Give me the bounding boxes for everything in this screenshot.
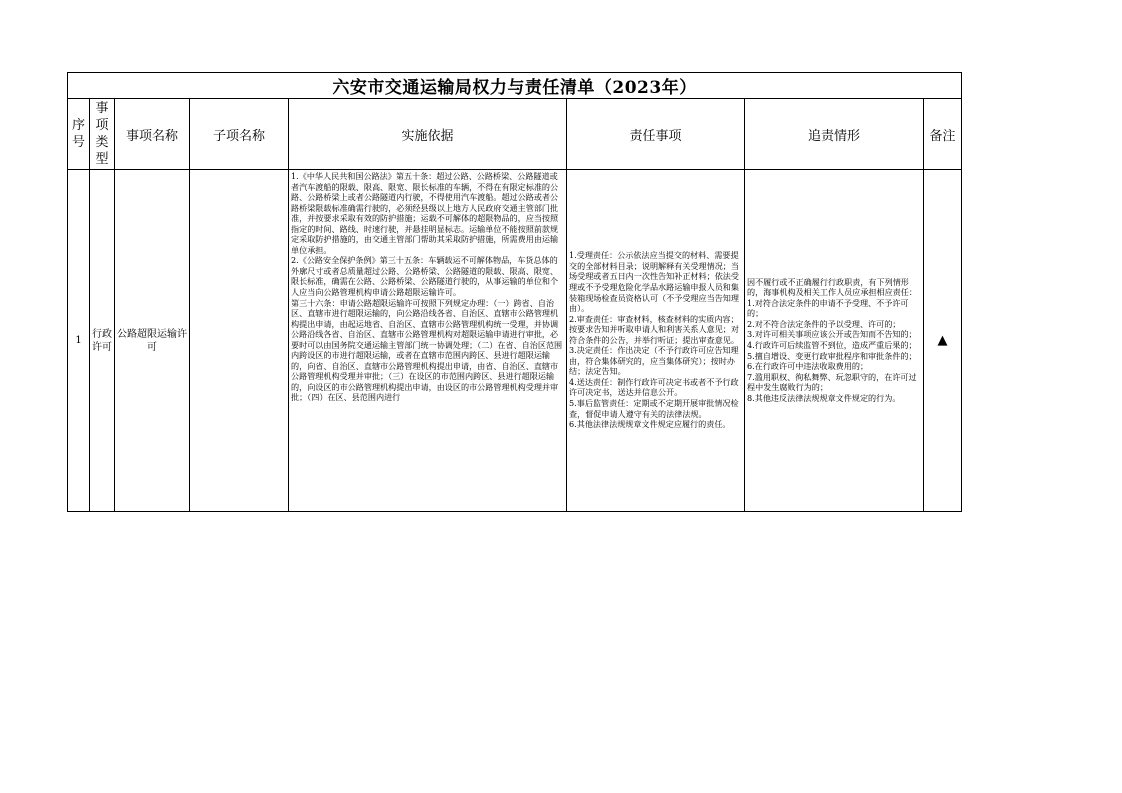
resp-item: 1.受理责任：公示依法应当提交的材料、需要提交的全部材料目录；说明解释有关受理情况；当场受理或者五日内一次性告知补正材料；依法受理或不予受理危险化学品水路运输申报人员和集装箱现场检查员资格认可（不予受理应当告知理由）。 xyxy=(569,250,739,314)
table-row xyxy=(68,170,962,512)
header-sub: 子项名称 xyxy=(190,99,289,170)
cell-accountability xyxy=(745,170,924,512)
header-row xyxy=(68,99,962,170)
resp-item: 6.其他法律法规规章文件规定应履行的责任。 xyxy=(569,419,731,430)
power-responsibility-list xyxy=(67,72,961,512)
cell-basis xyxy=(289,170,567,512)
accountability-item: 6.在行政许可中违法收取费用的； xyxy=(747,361,869,372)
cell-seq: 1 xyxy=(68,170,90,512)
resp-item: 3.决定责任：作出决定（不予行政许可应告知理由，符合集体研究的，应当集体研究）；按时办结；法定告知。 xyxy=(569,345,739,377)
accountability-item: 2.对不符合法定条件的予以受理、许可的； xyxy=(747,318,901,329)
cell-type: 行政许可 xyxy=(90,170,115,512)
cell-sub xyxy=(190,170,289,512)
cell-name: 公路超限运输许可 xyxy=(115,170,190,512)
resp-item: 2.审查责任：审查材料，核查材料的实质内容；按要求告知并听取申请人和利害关系人意见；对符合条件的公告，并举行听证；提出审查意见。 xyxy=(569,313,739,345)
header-remark: 备注 xyxy=(924,99,962,170)
basis-paragraph: 1.《中华人民共和国公路法》第五十条：超过公路、公路桥梁、公路隧道或者汽车渡船的限载、限高、限宽、限长标准的车辆，不得在有限定标准的公路、公路桥梁上或者公路隧道内行驶，不得使用汽车渡船。超过公路或者公路桥梁限载标准确需行驶的，必须经县级以上地方人民政府交通主管部门批准，并按要求采取有效的防护措施；运载不可解体的超限物品的，应当按照指定的时间、路线、时速行驶，并悬挂明显标志。运输单位不能按照前款规定采取防护措施的，由交通主管部门帮助其采取防护措施，所需费用由运输单位承担。 xyxy=(291,171,559,255)
page-title: 六安市交通运输局权力与责任清单（2023年） xyxy=(68,73,962,99)
accountability-item: 8.其他违反法律法规规章文件规定的行为。 xyxy=(747,392,901,403)
remark-triangle-icon: ▲ xyxy=(924,170,962,512)
resp-item: 4.送达责任：制作行政许可决定书或者不予行政许可决定书，送达并信息公开。 xyxy=(569,376,739,398)
resp-item: 5.事后监管责任：定期或不定期开展审批情况检查，督促申请人遵守有关的法律法规。 xyxy=(569,398,739,419)
header-seq: 序号 xyxy=(68,99,90,170)
basis-paragraph: 2.《公路安全保护条例》第三十五条：车辆载运不可解体物品，车货总体的外廓尺寸或者总质量超过公路、公路桥梁、公路隧道的限载、限高、限宽、限长标准，确需在公路、公路桥梁、公路隧道行驶的，从事运输的单位和个人应当向公路管理机构申请公路超限运输许可。 xyxy=(291,255,559,298)
accountability-item: 因不履行或不正确履行行政职责，有下列情形的，海事机构及相关工作人员应承担相应责任： xyxy=(747,276,917,298)
accountability-item: 5.擅自增设、变更行政审批程序和审批条件的； xyxy=(747,350,917,361)
header-basis: 实施依据 xyxy=(289,99,567,170)
accountability-item: 1.对符合法定条件的申请不予受理、不予许可的； xyxy=(747,297,909,319)
accountability-item: 3.对许可相关事项应该公开或告知而不告知的； xyxy=(747,329,917,340)
cell-resp xyxy=(567,170,745,512)
basis-paragraph: 第三十六条：申请公路超限运输许可按照下列规定办理：（一）跨省、自治区、直辖市进行超限运输的，向公路沿线各省、自治区、直辖市公路管理机构提出申请，由起运地省、自治区、直辖市公路管理机构统一受理，并协调公路沿线各省、自治区、直辖市公路管理机构对超限运输申请进行审批，必要时可以由国务院交通运输主管部门统一协调处理；（二）在省、自治区范围内跨设区的市进行超限运输，或者在直辖市范围内跨区、县进行超限运输的，向省、自治区、直辖市公路管理机构提出申请，由省、自治区、直辖市公路管理机构受理并审批；（三）在设区的市范围内跨区、县进行超限运输的，向设区的市公路管理机构提出申请，由设区的市公路管理机构受理并审批；（四）在区、县范围内进行 xyxy=(291,297,563,403)
list-table xyxy=(67,72,962,512)
header-name: 事项名称 xyxy=(115,99,190,170)
header-type: 事项类型 xyxy=(90,99,115,170)
header-resp: 责任事项 xyxy=(567,99,745,170)
header-accountability: 追责情形 xyxy=(745,99,924,170)
accountability-item: 4.行政许可后续监管不到位，造成严重后果的； xyxy=(747,340,917,350)
accountability-item: 7.滥用职权、徇私舞弊、玩忽职守的，在许可过程中发生腐败行为的； xyxy=(747,371,917,393)
